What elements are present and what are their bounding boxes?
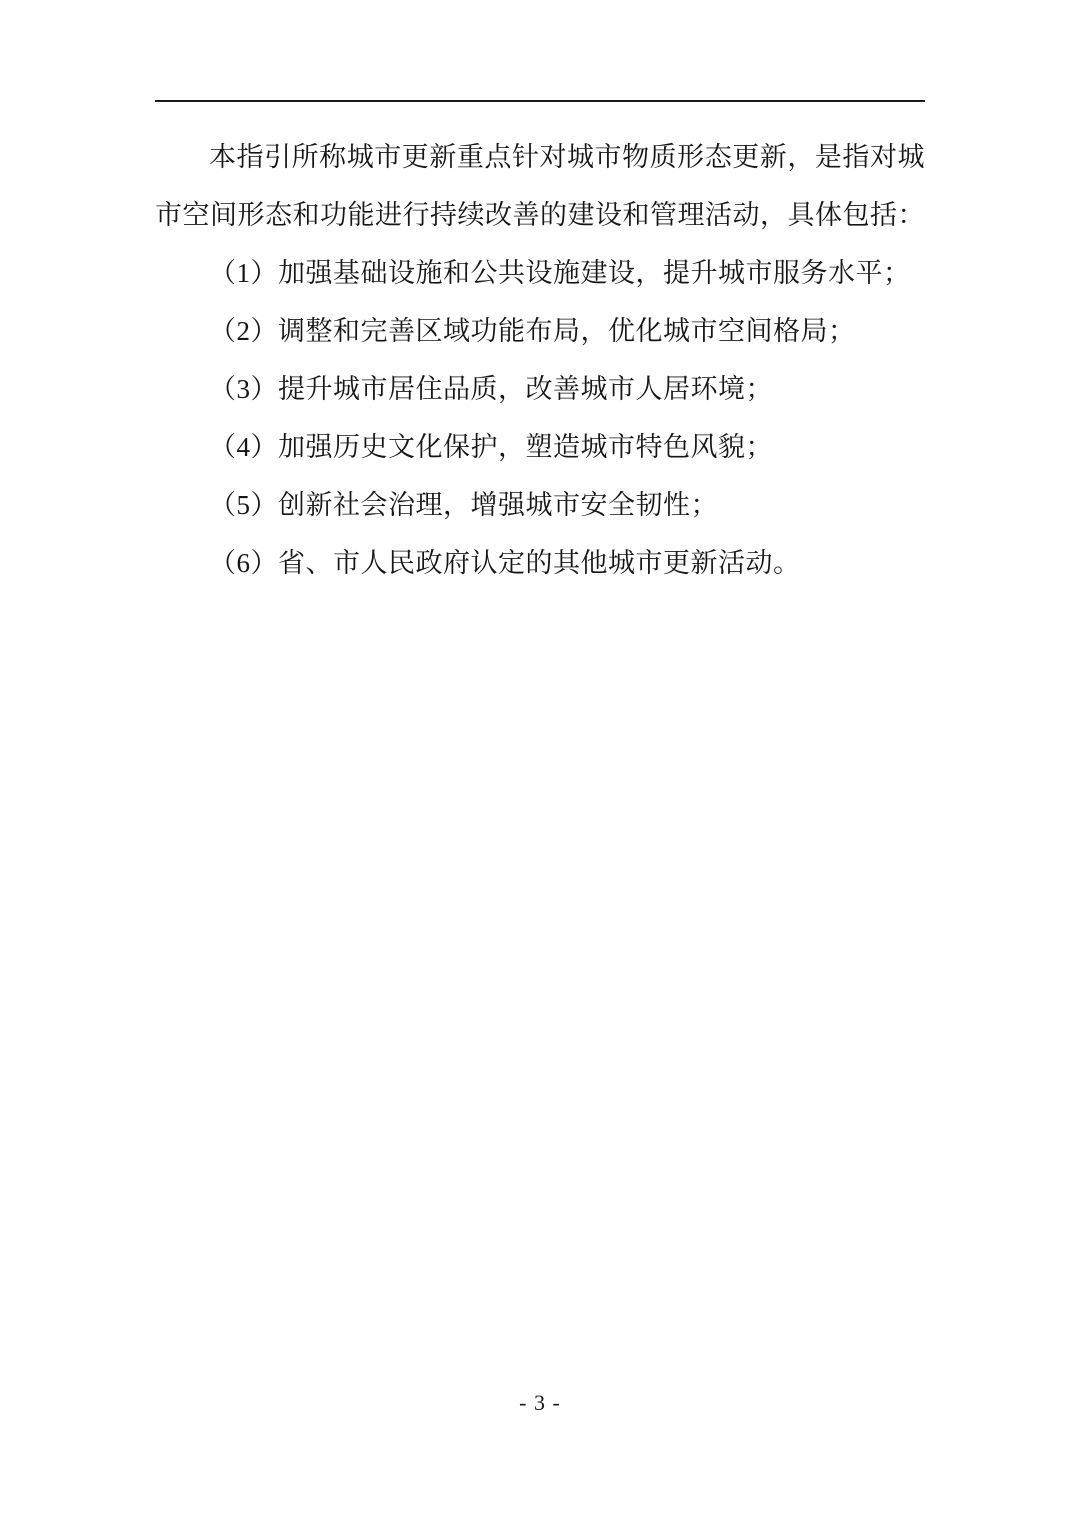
page-number: - 3 - — [519, 1390, 561, 1415]
list-item: （5）创新社会治理，增强城市安全韧性； — [209, 490, 718, 520]
document-body — [155, 128, 925, 592]
lead-paragraph: 本指引所称城市更新重点针对城市物质形态更新，是指对城市空间形态和功能进行持续改善的建设和管理活动，具体包括： — [155, 142, 925, 230]
list-item: （3）提升城市居住品质，改善城市人居环境； — [209, 374, 773, 404]
header-divider — [155, 100, 925, 102]
list-item: （6）省、市人民政府认定的其他城市更新活动。 — [209, 548, 801, 578]
list-item: （2）调整和完善区域功能布局，优化城市空间格局； — [209, 316, 856, 346]
list-item: （4）加强历史文化保护，塑造城市特色风貌； — [209, 432, 773, 462]
list-item: （1）加强基础设施和公共设施建设，提升城市服务水平； — [209, 258, 911, 288]
